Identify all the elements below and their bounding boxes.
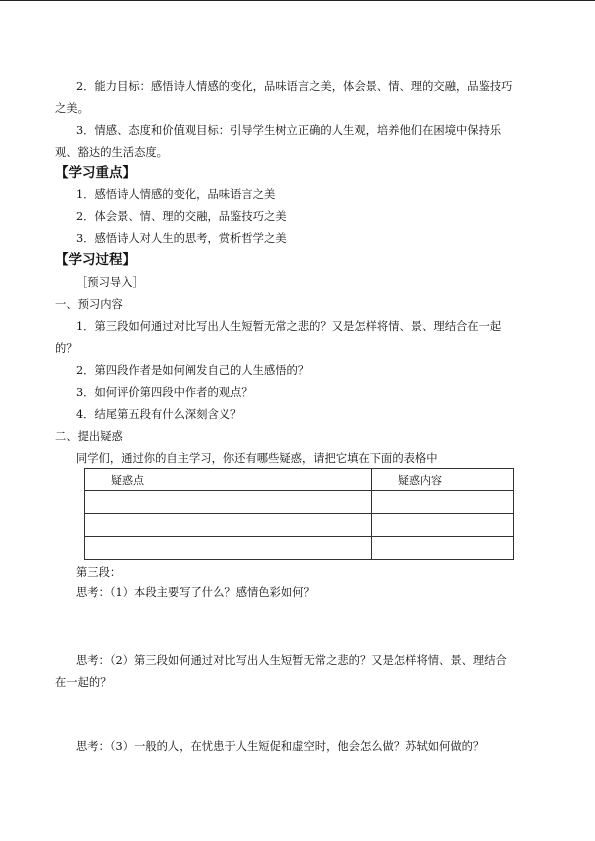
doubts-table-header-row	[85, 469, 514, 491]
key-point-1: 1．感悟诗人情感的变化，品味语言之美	[76, 188, 276, 201]
doubts-table	[84, 468, 514, 560]
doubts-cell-content[interactable]	[372, 514, 514, 537]
table-row	[85, 514, 514, 537]
key-point-3: 3．感悟诗人对人生的思考，赏析哲学之美	[76, 232, 287, 245]
preview-intro-label: ［预习导入］	[76, 276, 144, 289]
think-question-2-line-1: 思考：（2）第三段如何通过对比写出人生短暂无常之悲的？又是怎样将情、景、理结合	[76, 654, 507, 667]
key-points-heading: 【学习重点】	[55, 165, 136, 181]
goal-3-line-1: 3．情感、态度和价值观目标：引导学生树立正确的人生观，培养他们在困境中保持乐	[76, 124, 502, 137]
doubts-cell-content[interactable]	[372, 537, 514, 560]
doubts-table-header-point: 疑惑点	[85, 469, 372, 491]
preview-question-1-line-1: 1．第三段如何通过对比写出人生短暂无常之悲的？又是怎样将情、景、理结合在一起	[76, 320, 502, 333]
goal-3-line-2: 观、豁达的生活态度。	[55, 146, 168, 159]
preview-section-title: 一、预习内容	[55, 298, 123, 311]
goal-2-line-1: 2．能力目标：感悟诗人情感的变化，品味语言之美，体会景、情、理的交融，品鉴技巧	[76, 80, 513, 93]
doubts-cell-content[interactable]	[372, 491, 514, 514]
table-row	[85, 537, 514, 560]
preview-question-1-line-2: 的？	[55, 342, 78, 355]
doubts-table-header-content: 疑惑内容	[372, 469, 514, 491]
doubts-section-title: 二、提出疑惑	[55, 430, 123, 443]
think-question-3: 思考：（3）一般的人，在忧患于人生短促和虚空时，他会怎么做？苏轼如何做的？	[76, 740, 485, 753]
doubts-instruction: 同学们，通过你的自主学习，你还有哪些疑惑，请把它填在下面的表格中	[76, 452, 438, 465]
page-top-border	[0, 0, 595, 1]
paragraph-3-label: 第三段：	[76, 566, 122, 579]
preview-question-3: 3．如何评价第四段中作者的观点？	[76, 386, 253, 399]
key-point-2: 2．体会景、情、理的交融，品鉴技巧之美	[76, 210, 287, 223]
think-question-2-line-2: 在一起的？	[55, 676, 112, 689]
preview-question-2: 2．第四段作者是如何阐发自己的人生感悟的？	[76, 364, 310, 377]
preview-question-4: 4．结尾第五段有什么深刻含义？	[76, 408, 242, 421]
table-row	[85, 491, 514, 514]
doubts-cell-point[interactable]	[85, 514, 372, 537]
doubts-cell-point[interactable]	[85, 537, 372, 560]
goal-2-line-2: 之美。	[55, 102, 89, 115]
process-heading: 【学习过程】	[55, 252, 136, 268]
doubts-cell-point[interactable]	[85, 491, 372, 514]
think-question-1: 思考：（1）本段主要写了什么？感情色彩如何？	[76, 586, 315, 599]
